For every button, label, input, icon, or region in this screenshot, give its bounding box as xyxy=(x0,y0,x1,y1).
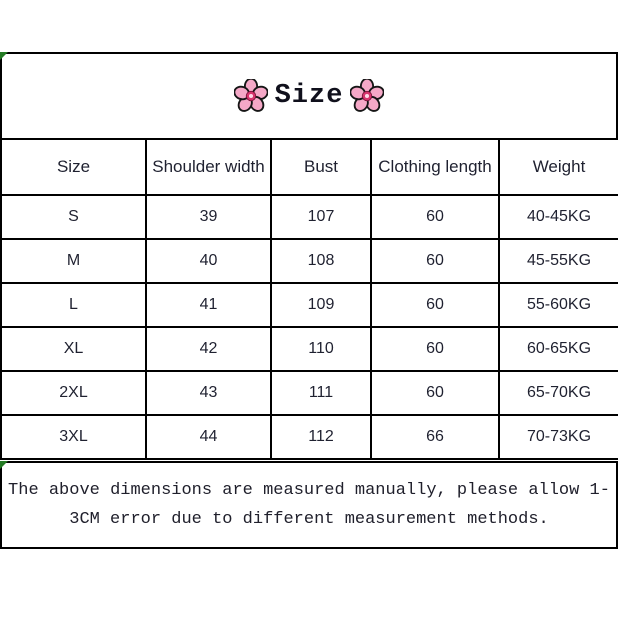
table-cell: S xyxy=(1,195,146,239)
table-row xyxy=(1,327,618,371)
table-cell: 60 xyxy=(371,371,499,415)
table-cell: 43 xyxy=(146,371,271,415)
column-header-size: Size xyxy=(1,139,146,195)
table-cell: 45-55KG xyxy=(499,239,618,283)
table-cell: 40-45KG xyxy=(499,195,618,239)
table-cell: 55-60KG xyxy=(499,283,618,327)
size-table-body xyxy=(1,195,618,459)
table-cell: XL xyxy=(1,327,146,371)
table-cell: 111 xyxy=(271,371,371,415)
table-cell: 40 xyxy=(146,239,271,283)
column-header-weight: Weight xyxy=(499,139,618,195)
table-cell: 3XL xyxy=(1,415,146,459)
table-cell: 60 xyxy=(371,327,499,371)
table-cell: 39 xyxy=(146,195,271,239)
table-row xyxy=(1,371,618,415)
table-cell: L xyxy=(1,283,146,327)
table-cell: 108 xyxy=(271,239,371,283)
size-table xyxy=(0,138,618,460)
column-header-clothing-length: Clothing length xyxy=(371,139,499,195)
table-cell: 65-70KG xyxy=(499,371,618,415)
table-cell: 42 xyxy=(146,327,271,371)
table-cell: 60 xyxy=(371,239,499,283)
table-cell: 110 xyxy=(271,327,371,371)
table-row xyxy=(1,195,618,239)
table-cell: 44 xyxy=(146,415,271,459)
table-cell: M xyxy=(1,239,146,283)
table-cell: 66 xyxy=(371,415,499,459)
table-cell: 109 xyxy=(271,283,371,327)
table-cell: 60-65KG xyxy=(499,327,618,371)
green-corner-mark xyxy=(0,461,8,469)
table-cell: 60 xyxy=(371,283,499,327)
footer-note-box xyxy=(0,461,618,549)
table-cell: 2XL xyxy=(1,371,146,415)
page-title: Size xyxy=(274,80,344,111)
cherry-blossom-icon xyxy=(350,79,384,113)
table-row xyxy=(1,239,618,283)
table-row xyxy=(1,415,618,459)
table-header-row xyxy=(1,139,618,195)
title-box xyxy=(0,52,618,138)
table-cell: 107 xyxy=(271,195,371,239)
cherry-blossom-icon xyxy=(234,79,268,113)
table-cell: 60 xyxy=(371,195,499,239)
table-cell: 112 xyxy=(271,415,371,459)
table-cell: 41 xyxy=(146,283,271,327)
column-header-bust: Bust xyxy=(271,139,371,195)
green-corner-mark xyxy=(0,52,8,60)
table-row xyxy=(1,283,618,327)
measurement-disclaimer: The above dimensions are measured manually, please allow 1-3CM error due to different measurement methods. xyxy=(8,481,610,529)
table-cell: 70-73KG xyxy=(499,415,618,459)
column-header-shoulder-width: Shoulder width xyxy=(146,139,271,195)
